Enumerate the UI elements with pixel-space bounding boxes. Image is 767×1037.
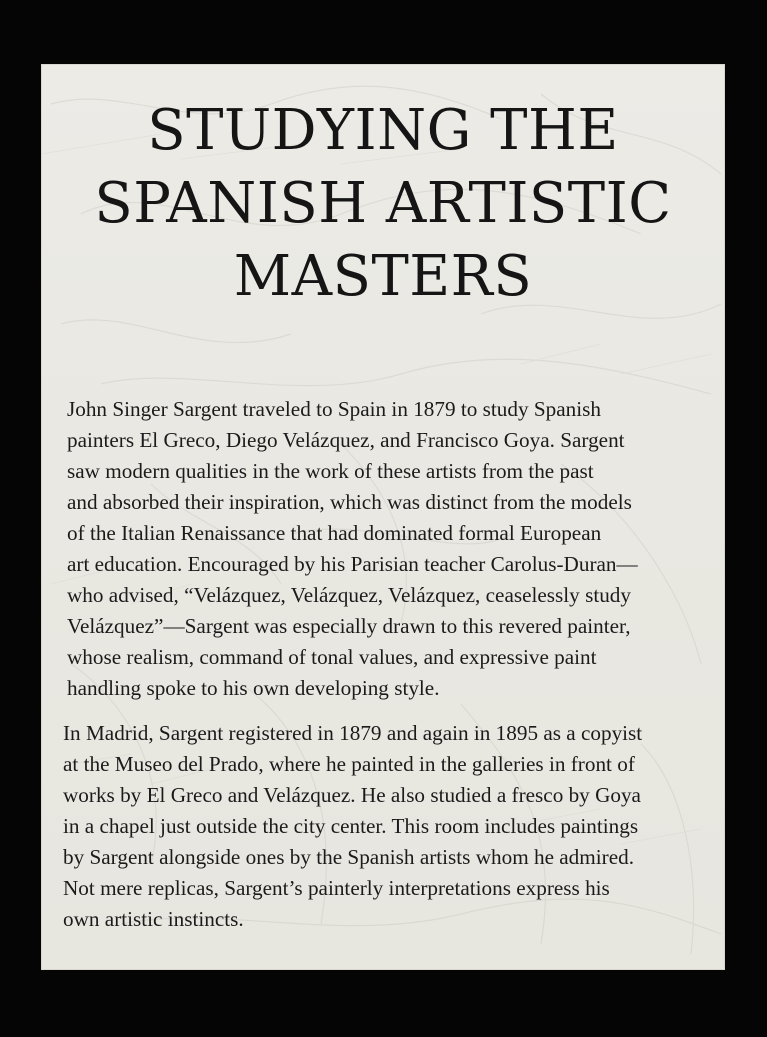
text-line: by Sargent alongside ones by the Spanish artists whom he admired. [63, 845, 634, 869]
text-line: saw modern qualities in the work of these artists from the past [67, 459, 594, 483]
text-line: art education. Encouraged by his Parisian teacher Carolus-Duran— [67, 552, 638, 576]
text-line: Velázquez”—Sargent was especially drawn to this revered painter, [67, 614, 631, 638]
text-line: own artistic instincts. [63, 907, 244, 931]
wall-text-panel [41, 64, 725, 970]
title-line-1: STUDYING THE [147, 98, 619, 163]
body-text [63, 394, 709, 949]
page-title [41, 94, 725, 313]
text-line: in a chapel just outside the city center. This room includes paintings [63, 814, 639, 838]
text-line: works by El Greco and Velázquez. He also studied a fresco by Goya [63, 783, 641, 807]
text-line: painters El Greco, Diego Velázquez, and Francisco Goya. Sargent [67, 428, 625, 452]
text-line: In Madrid, Sargent registered in 1879 and again in 1895 as a copyist [63, 721, 643, 745]
text-line: and absorbed their inspiration, which was distinct from the models [67, 490, 632, 514]
text-line: Not mere replicas, Sargent’s painterly interpretations express his [63, 876, 610, 900]
paragraph-2 [63, 718, 709, 935]
title-line-2: SPANISH ARTISTIC [94, 171, 672, 236]
title-line-3: MASTERS [233, 244, 533, 309]
text-line: who advised, “Velázquez, Velázquez, Velázquez, ceaselessly study [67, 583, 631, 607]
paragraph-1 [63, 394, 709, 704]
text-line: whose realism, command of tonal values, and expressive paint [67, 645, 597, 669]
text-line: of the Italian Renaissance that had dominated formal European [67, 521, 602, 545]
text-line: handling spoke to his own developing style. [67, 676, 440, 700]
text-line: at the Museo del Prado, where he painted in the galleries in front of [63, 752, 635, 776]
text-line: John Singer Sargent traveled to Spain in 1879 to study Spanish [67, 397, 601, 421]
